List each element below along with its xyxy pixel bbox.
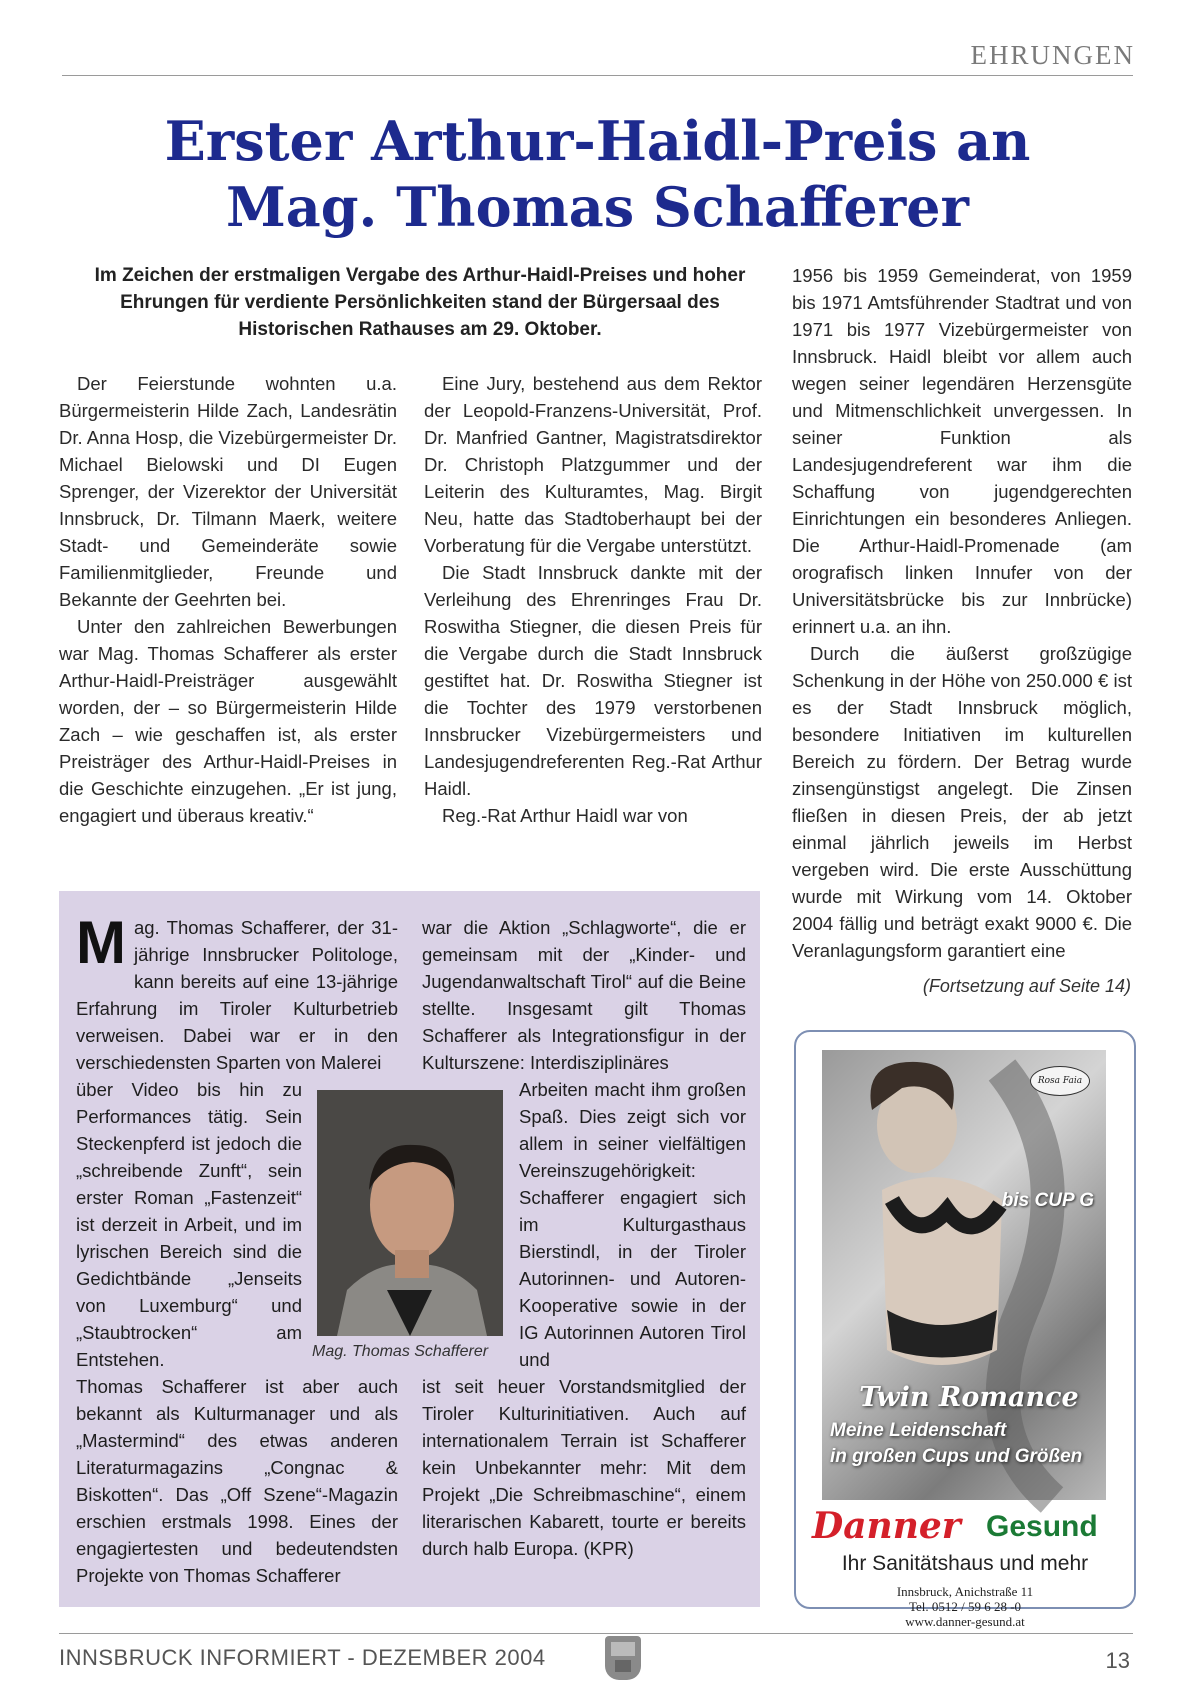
portrait-illustration (317, 1090, 503, 1336)
ad-tagline (830, 1418, 1110, 1470)
profile-box-wrap-left (76, 1076, 302, 1373)
profile-box-wrap-right (519, 1076, 746, 1373)
profile-box-top-right (422, 914, 746, 1076)
paragraph: Die Stadt Innsbruck dankte mit der Verleihung des Ehrenringes Frau Dr. Roswitha Stiegner, die diesen Preis für die Vergabe durch die Stadt Innsbruck gestiftet hat. Dr. Roswitha Stiegner ist die Tochter des 1979 verstorbenen Innsbrucker Vizebürgermeisters und Landesjugendreferenten Reg.-Rat Arthur Haidl. (424, 562, 762, 799)
footer-rule (59, 1633, 1133, 1634)
header-rule (62, 75, 1133, 76)
section-title: EHRUNGEN (970, 40, 1135, 70)
box-text: ist seit heuer Vorstandsmitglied der Tiroler Kulturinitiativen. Auch auf internationalem Terrain ist Schafferer kein Unbekannter mehr: Mit dem Projekt „Die Schreibmaschine“, einem literarischen Kabarett, tourte er bereits durch halb Europa. (KPR) (422, 1376, 746, 1559)
ad-address (796, 1584, 1134, 1629)
paragraph: Unter den zahlreichen Bewerbungen war Mag. Thomas Schafferer als erster Arthur-Haidl-Preisträger ausgewählt worden, der – so Bürgermeisterin Hilde Zach – wie geschaffen ist, als erster Preisträger des Arthur-Haidl-Preises in die Geschichte einzugehen. „Er ist jung, engagiert und überaus kreativ.“ (59, 616, 397, 826)
dropcap: M (76, 909, 126, 976)
article-column-2 (424, 370, 762, 829)
article-column-1 (59, 370, 397, 829)
box-text: ag. Thomas Schafferer, der 31-jährige Innsbrucker Politologe, kann bereits auf eine 13-jährige Erfahrung im Tiroler Kulturbetrieb verweisen. Dabei war er in den verschiedensten Sparten von Malerei (76, 917, 398, 1073)
crest-shape (605, 1636, 641, 1680)
ad-brand-red: Danner (812, 1505, 961, 1547)
ad-product-line: Twin Romance (859, 1382, 1079, 1413)
article-lead: Im Zeichen der erstmaligen Vergabe des Arthur-Haidl-Preises und hoher Ehrungen für verdiente Persönlichkeiten stand der Bürgersaal des Historischen Rathauses am 29. Oktober. (94, 265, 746, 340)
box-text: über Video bis hin zu Performances tätig. Sein Steckenpferd ist jedoch die „schreibende Zunft“, sein erster Roman „Fastenzeit“ ist derzeit in Arbeit, und im lyrischen Bereich sind die Gedichtbände „Jenseits von Luxemburg“ und „Staubtrocken“ am Entstehen. (76, 1079, 302, 1370)
box-text: Thomas Schafferer ist aber auch bekannt als Kulturmanager und als „Mastermind“ des etwas anderen Literaturmagazins „Congnac & Biskotten“. Das „Off Szene“-Magazin erschien erstmals 1998. Eines der engagiertesten und bedeutendsten Projekte von Thomas Schafferer (76, 1376, 398, 1586)
portrait-photo (317, 1090, 503, 1336)
city-crest-icon (605, 1636, 641, 1680)
ad-phone: Tel. 0512 / 59 6 28 -0 (908, 1599, 1022, 1614)
ad-cup-label: bis CUP G (1001, 1190, 1094, 1211)
ad-website[interactable]: www.danner-gesund.at (905, 1614, 1025, 1629)
ad-tagline-2: in großen Cups und Größen (830, 1446, 1083, 1467)
page-number: 13 (1105, 1648, 1130, 1673)
article-title (80, 108, 1115, 240)
profile-box-bottom-right (422, 1373, 746, 1562)
continued-note: (Fortsetzung auf Seite 14) (922, 976, 1131, 996)
profile-box-bottom-left (76, 1373, 398, 1589)
box-text: Arbeiten macht ihm großen Spaß. Dies zeigt sich vor allem in seiner vielfältigen Vereinszugehörigkeit: Schafferer engagiert sich im Kulturgasthaus Bierstindl, in der Tiroler Autorinnen- und Autoren-Kooperative sowie in der IG Autorinnen Autoren Tirol und (519, 1079, 746, 1370)
paragraph: Durch die äußerst großzügige Schenkung in der Höhe von 250.000 € ist es der Stadt Innsbruck möglich, besondere Initiativen im kulturellen Bereich zu fördern. Der Betrag wurde zinsengünstigst angelegt. Die Zinsen fließen in diesen Preis, der ab jetzt einmal jährlich jeweils im Herbst vergeben wird. Die erste Ausschüttung wurde mit Wirkung vom 14. Oktober 2004 fällig und beträgt exakt 9000 €. Die Veranlagungsform garantiert eine (792, 643, 1132, 961)
title-line-1: Erster Arthur-Haidl-Preis an (164, 109, 1031, 173)
ad-brand-green: Gesund (986, 1510, 1098, 1543)
paragraph: 1956 bis 1959 Gemeinderat, von 1959 bis 1971 Amtsführender Stadtrat und von 1971 bis 1977 Vizebürgermeister von Innsbruck. Haidl bleibt vor allem auch wegen seiner legendären Herzensgüte und Mitmenschlichkeit unvergessen. In seiner Funktion als Landesjugendreferent war ihm die Schaffung von jugendgerechten Einrichtungen ein besonderes Anliegen. Die Arthur-Haidl-Promenade (am orografisch linken Innufer von der Universitätsbrücke bis zur Innbrücke) erinnert u.a. an ihn. (792, 265, 1132, 637)
brand-logo-text: Rosa Faia (1037, 1076, 1083, 1086)
paragraph: Der Feierstunde wohnten u.a. Bürgermeisterin Hilde Zach, Landesrätin Dr. Anna Hosp, die Vizebürgermeister Dr. Michael Bielowski und DI Eugen Sprenger, der Vizerektor der Universität Innsbruck, Dr. Tilmann Maerk, weitere Stadt- und Gemeinderäte sowie Familienmitglieder, Freunde und Bekannte der Geehrten bei. (59, 373, 397, 610)
ad-image (822, 1050, 1106, 1500)
ad-slogan: Ihr Sanitätshaus und mehr (841, 1552, 1089, 1575)
profile-box-top-left (76, 909, 398, 1076)
publication-name: INNSBRUCK INFORMIERT - DEZEMBER 2004 (59, 1645, 546, 1670)
box-text: war die Aktion „Schlagworte“, die er gemeinsam mit der „Kinder- und Jugendanwaltschaft Tirol“ auf die Beine stellte. Insgesamt gilt Thomas Schafferer als Integrationsfigur in der Kulturszene: Interdisziplinäres (422, 917, 746, 1073)
advertisement[interactable] (794, 1030, 1136, 1629)
paragraph: Eine Jury, bestehend aus dem Rektor der Leopold-Franzens-Universität, Prof. Dr. Manfried Gantner, Magistratsdirektor Dr. Christoph Platzgummer und der Leiterin des Kulturamtes, Mag. Birgit Neu, hatte das Stadtoberhaupt bei der Vorberatung für die Vergabe unterstützt. (424, 373, 762, 556)
photo-caption: Mag. Thomas Schafferer (312, 1343, 489, 1360)
title-line-2: Mag. Thomas Schafferer (226, 175, 969, 239)
ad-address-line: Innsbruck, Anichstraße 11 (896, 1584, 1034, 1599)
brand-logo (1030, 1066, 1090, 1096)
ad-tagline-1: Meine Leidenschaft (830, 1420, 1007, 1441)
paragraph: Reg.-Rat Arthur Haidl war von (442, 805, 688, 826)
article-column-3 (792, 262, 1132, 964)
